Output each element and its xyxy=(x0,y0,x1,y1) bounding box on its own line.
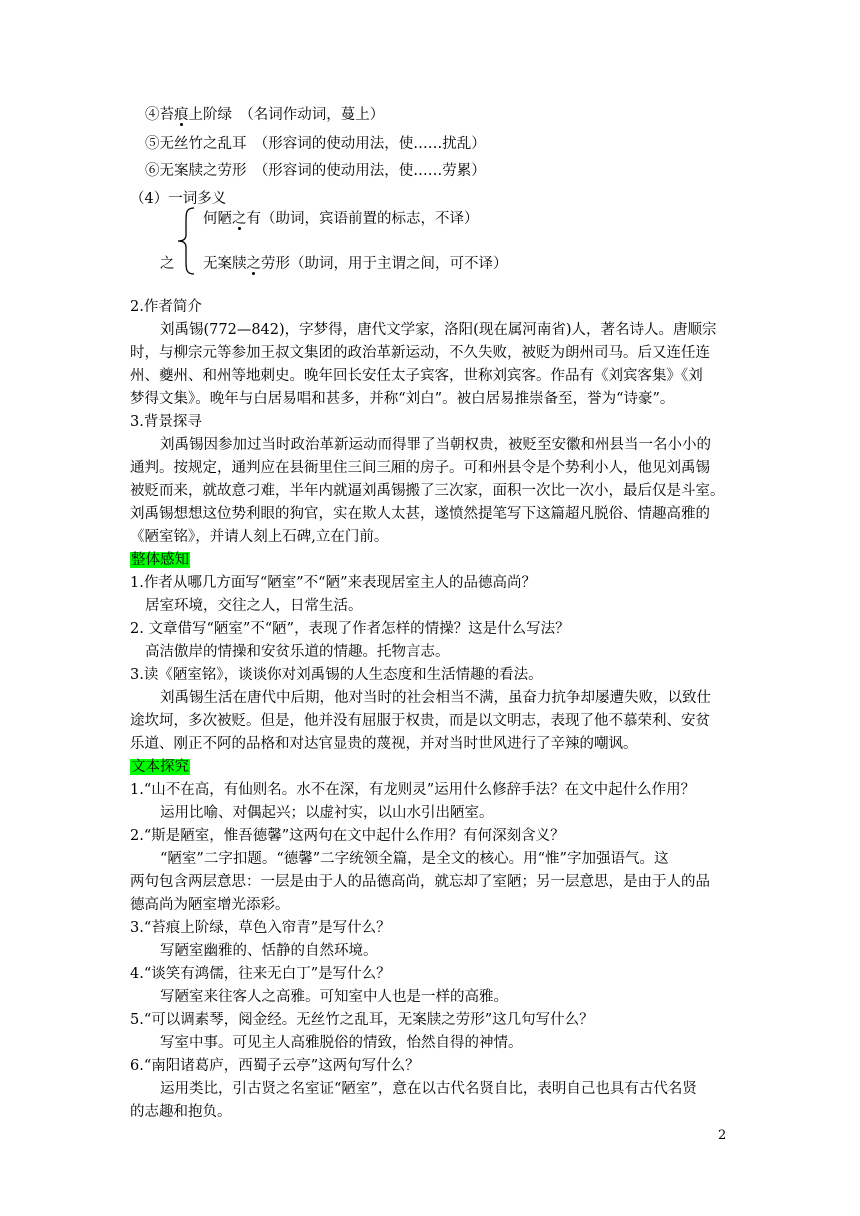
question: 1.“山不在高，有仙则名。水不在深，有龙则灵”运用什么修辞手法？在文中起什么作用？ xyxy=(130,782,696,798)
curly-brace-icon xyxy=(176,207,196,275)
answer: 两句包含两层意思：一层是由于人的品德高尚，就忘却了室陋；另一层意思，是由于人的品 xyxy=(130,874,710,890)
usage-item-5: ⑤无丝竹之乱耳 （形容词的使动用法，使……扰乱） xyxy=(145,136,486,152)
highlighted-heading: 文本探究 xyxy=(131,759,189,775)
question: 3.读《陋室铭》，谈谈你对刘禹锡的人生态度和生活情趣的看法。 xyxy=(130,667,543,683)
emphasis-dot-char: 痕 xyxy=(174,107,189,123)
usage-item-6: ⑥无案牍之劳形 （形容词的使动用法，使……劳累） xyxy=(145,163,486,179)
polysemy-sense-1 xyxy=(203,208,479,230)
author-line: 刘禹锡(772—842)，字梦得，唐代文学家，洛阳(现在属河南省)人，著名诗人。唐顺宗 xyxy=(160,322,717,338)
background-line: 通判。按规定，通判应在县衙里住三间三厢的房子。可和州县令是个势利小人，他见刘禹锡 xyxy=(130,460,710,476)
answer: 高洁傲岸的情操和安贫乐道的情趣。托物言志。 xyxy=(145,644,450,660)
question: 2. 文章借写“陋室”不“陋”，表现了作者怎样的情操？这是什么写法？ xyxy=(130,621,570,637)
background-line: 刘禹锡想想这位势利眼的狗官，实在欺人太甚，遂愤然提笔写下这篇超凡脱俗、情趣高雅的 xyxy=(130,506,710,522)
answer: 运用比喻、对偶起兴；以虚衬实，以山水引出陋室。 xyxy=(160,805,494,821)
answer: 的志趣和抱负。 xyxy=(130,1104,232,1120)
usage-item-4 xyxy=(145,104,384,126)
sense-1-pre: 何陋 xyxy=(203,211,232,227)
background-line: 被贬而来，就故意刁难，半年内就逼刘禹锡搬了三次家，面积一次比一次小，最后仅是斗室。 xyxy=(130,483,725,499)
question: 1.作者从哪几方面写“陋室”不“陋”来表现居室主人的品德高尚？ xyxy=(130,575,536,591)
background-line: 《陋室铭》，并请人刻上石碑,立在门前。 xyxy=(130,529,389,545)
answer: 写陋室来往客人之高雅。可知室中人也是一样的高雅。 xyxy=(160,989,508,1005)
author-line: 梦得文集》。晚年与白居易唱和甚多，并称“刘白”。被白居易推崇备至，誉为“诗豪”。 xyxy=(130,391,675,407)
question: 2.“斯是陋室，惟吾德馨”这两句在文中起什么作用？有何深刻含义？ xyxy=(130,828,565,844)
answer: 德高尚为陋室增光添彩。 xyxy=(130,897,290,913)
question: 6.“南阳诸葛庐，西蜀子云亭”这两句写什么？ xyxy=(130,1058,420,1074)
answer: “陋室”二字扣题。“德馨”二字统领全篇，是全文的核心。用“惟”字加强语气。这 xyxy=(160,851,669,867)
emphasis-dot-char: 之 xyxy=(246,256,261,272)
polysemy-heading: （4）一词多义 xyxy=(130,191,227,207)
answer: 途坎坷，多次被贬。但是，他并没有屈服于权贵，而是以文明志，表现了他不慕荣利、安贫 xyxy=(130,713,710,729)
polysemy-char: 之 xyxy=(160,256,175,272)
background-line: 刘禹锡因参加过当时政治革新运动而得罪了当朝权贵，被贬至安徽和州县当一名小小的 xyxy=(160,437,711,453)
question: 4.“谈笑有鸿儒，往来无白丁”是写什么？ xyxy=(130,966,391,982)
sense-2-post: 劳形（助词，用于主谓之间，可不译） xyxy=(261,256,508,272)
question: 3.“苔痕上阶绿，草色入帘青”是写什么？ xyxy=(130,920,391,936)
answer: 运用类比，引古贤之名室证“陋室”，意在以古代名贤自比，表明自己也具有古代名贤 xyxy=(160,1081,697,1097)
page-number: 2 xyxy=(718,1128,727,1143)
highlighted-heading: 整体感知 xyxy=(131,552,189,568)
answer: 居室环境，交往之人，日常生活。 xyxy=(145,598,363,614)
emphasis-dot-char: 之 xyxy=(232,211,247,227)
answer: 刘禹锡生活在唐代中后期，他对当时的社会相当不满，虽奋力抗争却屡遭失败，以致仕 xyxy=(160,690,711,706)
polysemy-sense-2 xyxy=(203,253,508,275)
sense-2-pre: 无案牍 xyxy=(203,256,247,272)
author-line: 时，与柳宗元等参加王叔文集团的政治革新运动，不久失败，被贬为朗州司马。后又连任连 xyxy=(130,345,710,361)
sense-1-post: 有（助词，宾语前置的标志，不译） xyxy=(246,211,479,227)
author-heading: 2.作者简介 xyxy=(130,299,202,315)
section-heading-explore xyxy=(130,756,190,778)
question: 5.“可以调素琴，阅金经。无丝竹之乱耳，无案牍之劳形”这几句写什么？ xyxy=(130,1012,594,1028)
answer: 写陋室幽雅的、恬静的自然环境。 xyxy=(160,943,378,959)
answer: 乐道、刚正不阿的品格和对达官显贵的蔑视，并对当时世风进行了辛辣的嘲讽。 xyxy=(130,736,638,752)
usage-item-4-post: 上阶绿 （名词作动词，蔓上） xyxy=(188,107,385,123)
section-heading-overall xyxy=(130,549,190,571)
usage-item-4-pre: ④苔 xyxy=(145,107,174,123)
background-heading: 3.背景探寻 xyxy=(130,414,202,430)
answer: 写室中事。可见主人高雅脱俗的情致，怡然自得的神情。 xyxy=(160,1035,523,1051)
author-line: 州、夔州、和州等地刺史。晚年回长安任太子宾客，世称刘宾客。作品有《刘宾客集》《刘 xyxy=(130,368,703,384)
